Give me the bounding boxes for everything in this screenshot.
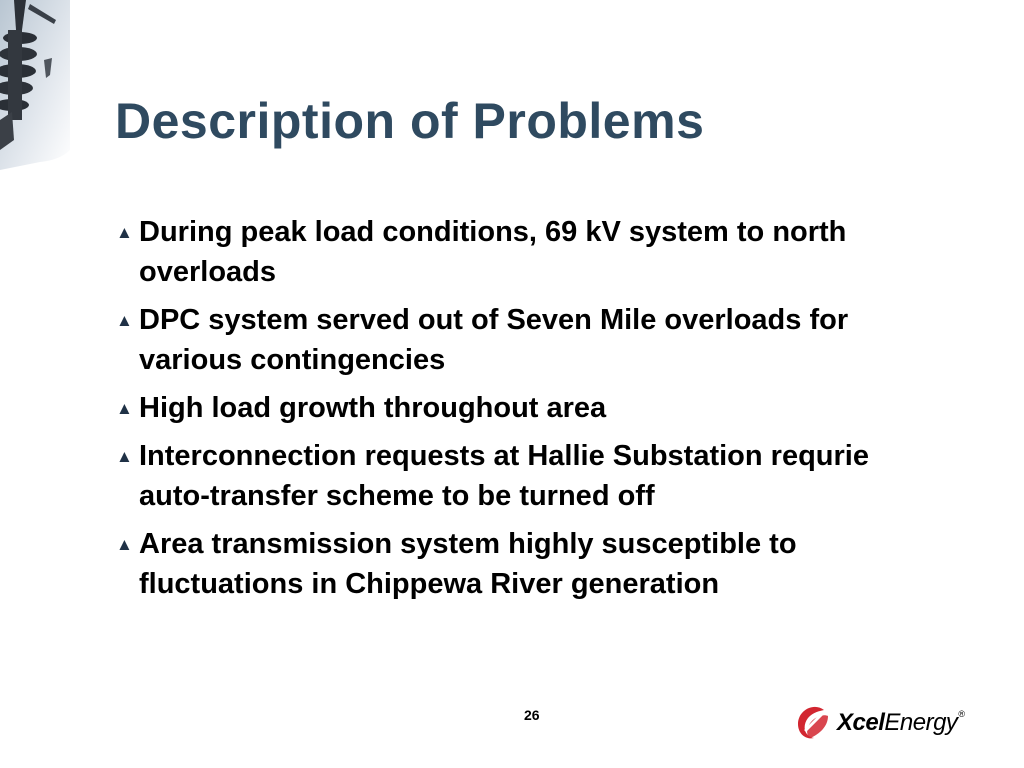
registered-mark: ® bbox=[958, 709, 965, 719]
logo-wordmark bbox=[837, 709, 965, 737]
bullet-item bbox=[115, 300, 935, 380]
slide-title: Description of Problems bbox=[115, 93, 705, 149]
bullet-text: Area transmission system highly susceptible to fluctuations in Chippewa River generation bbox=[139, 528, 797, 600]
triangle-bullet-icon: ▲ bbox=[116, 447, 133, 466]
page-number: 26 bbox=[524, 707, 540, 723]
bullet-item bbox=[115, 212, 935, 292]
logo-suffix: Energy bbox=[884, 709, 958, 736]
bullet-text: During peak load conditions, 69 kV system to north overloads bbox=[139, 216, 847, 288]
xcel-swoosh-icon bbox=[794, 704, 832, 742]
triangle-bullet-icon: ▲ bbox=[116, 535, 133, 554]
bullet-text: DPC system served out of Seven Mile overloads for various contingencies bbox=[139, 304, 849, 376]
bullet-item bbox=[115, 524, 935, 604]
xcel-energy-logo bbox=[794, 703, 965, 743]
triangle-bullet-icon: ▲ bbox=[116, 399, 133, 418]
insulator-photo-icon bbox=[0, 0, 70, 170]
bullet-text: High load growth throughout area bbox=[139, 392, 607, 424]
bullet-item bbox=[115, 436, 935, 516]
bullet-text: Interconnection requests at Hallie Substation requrie auto-transfer scheme to be turned off bbox=[139, 440, 869, 512]
bullet-list bbox=[115, 212, 935, 612]
triangle-bullet-icon: ▲ bbox=[116, 311, 133, 330]
bullet-item bbox=[115, 388, 935, 428]
logo-brand: Xcel bbox=[837, 709, 885, 736]
triangle-bullet-icon: ▲ bbox=[116, 223, 133, 242]
